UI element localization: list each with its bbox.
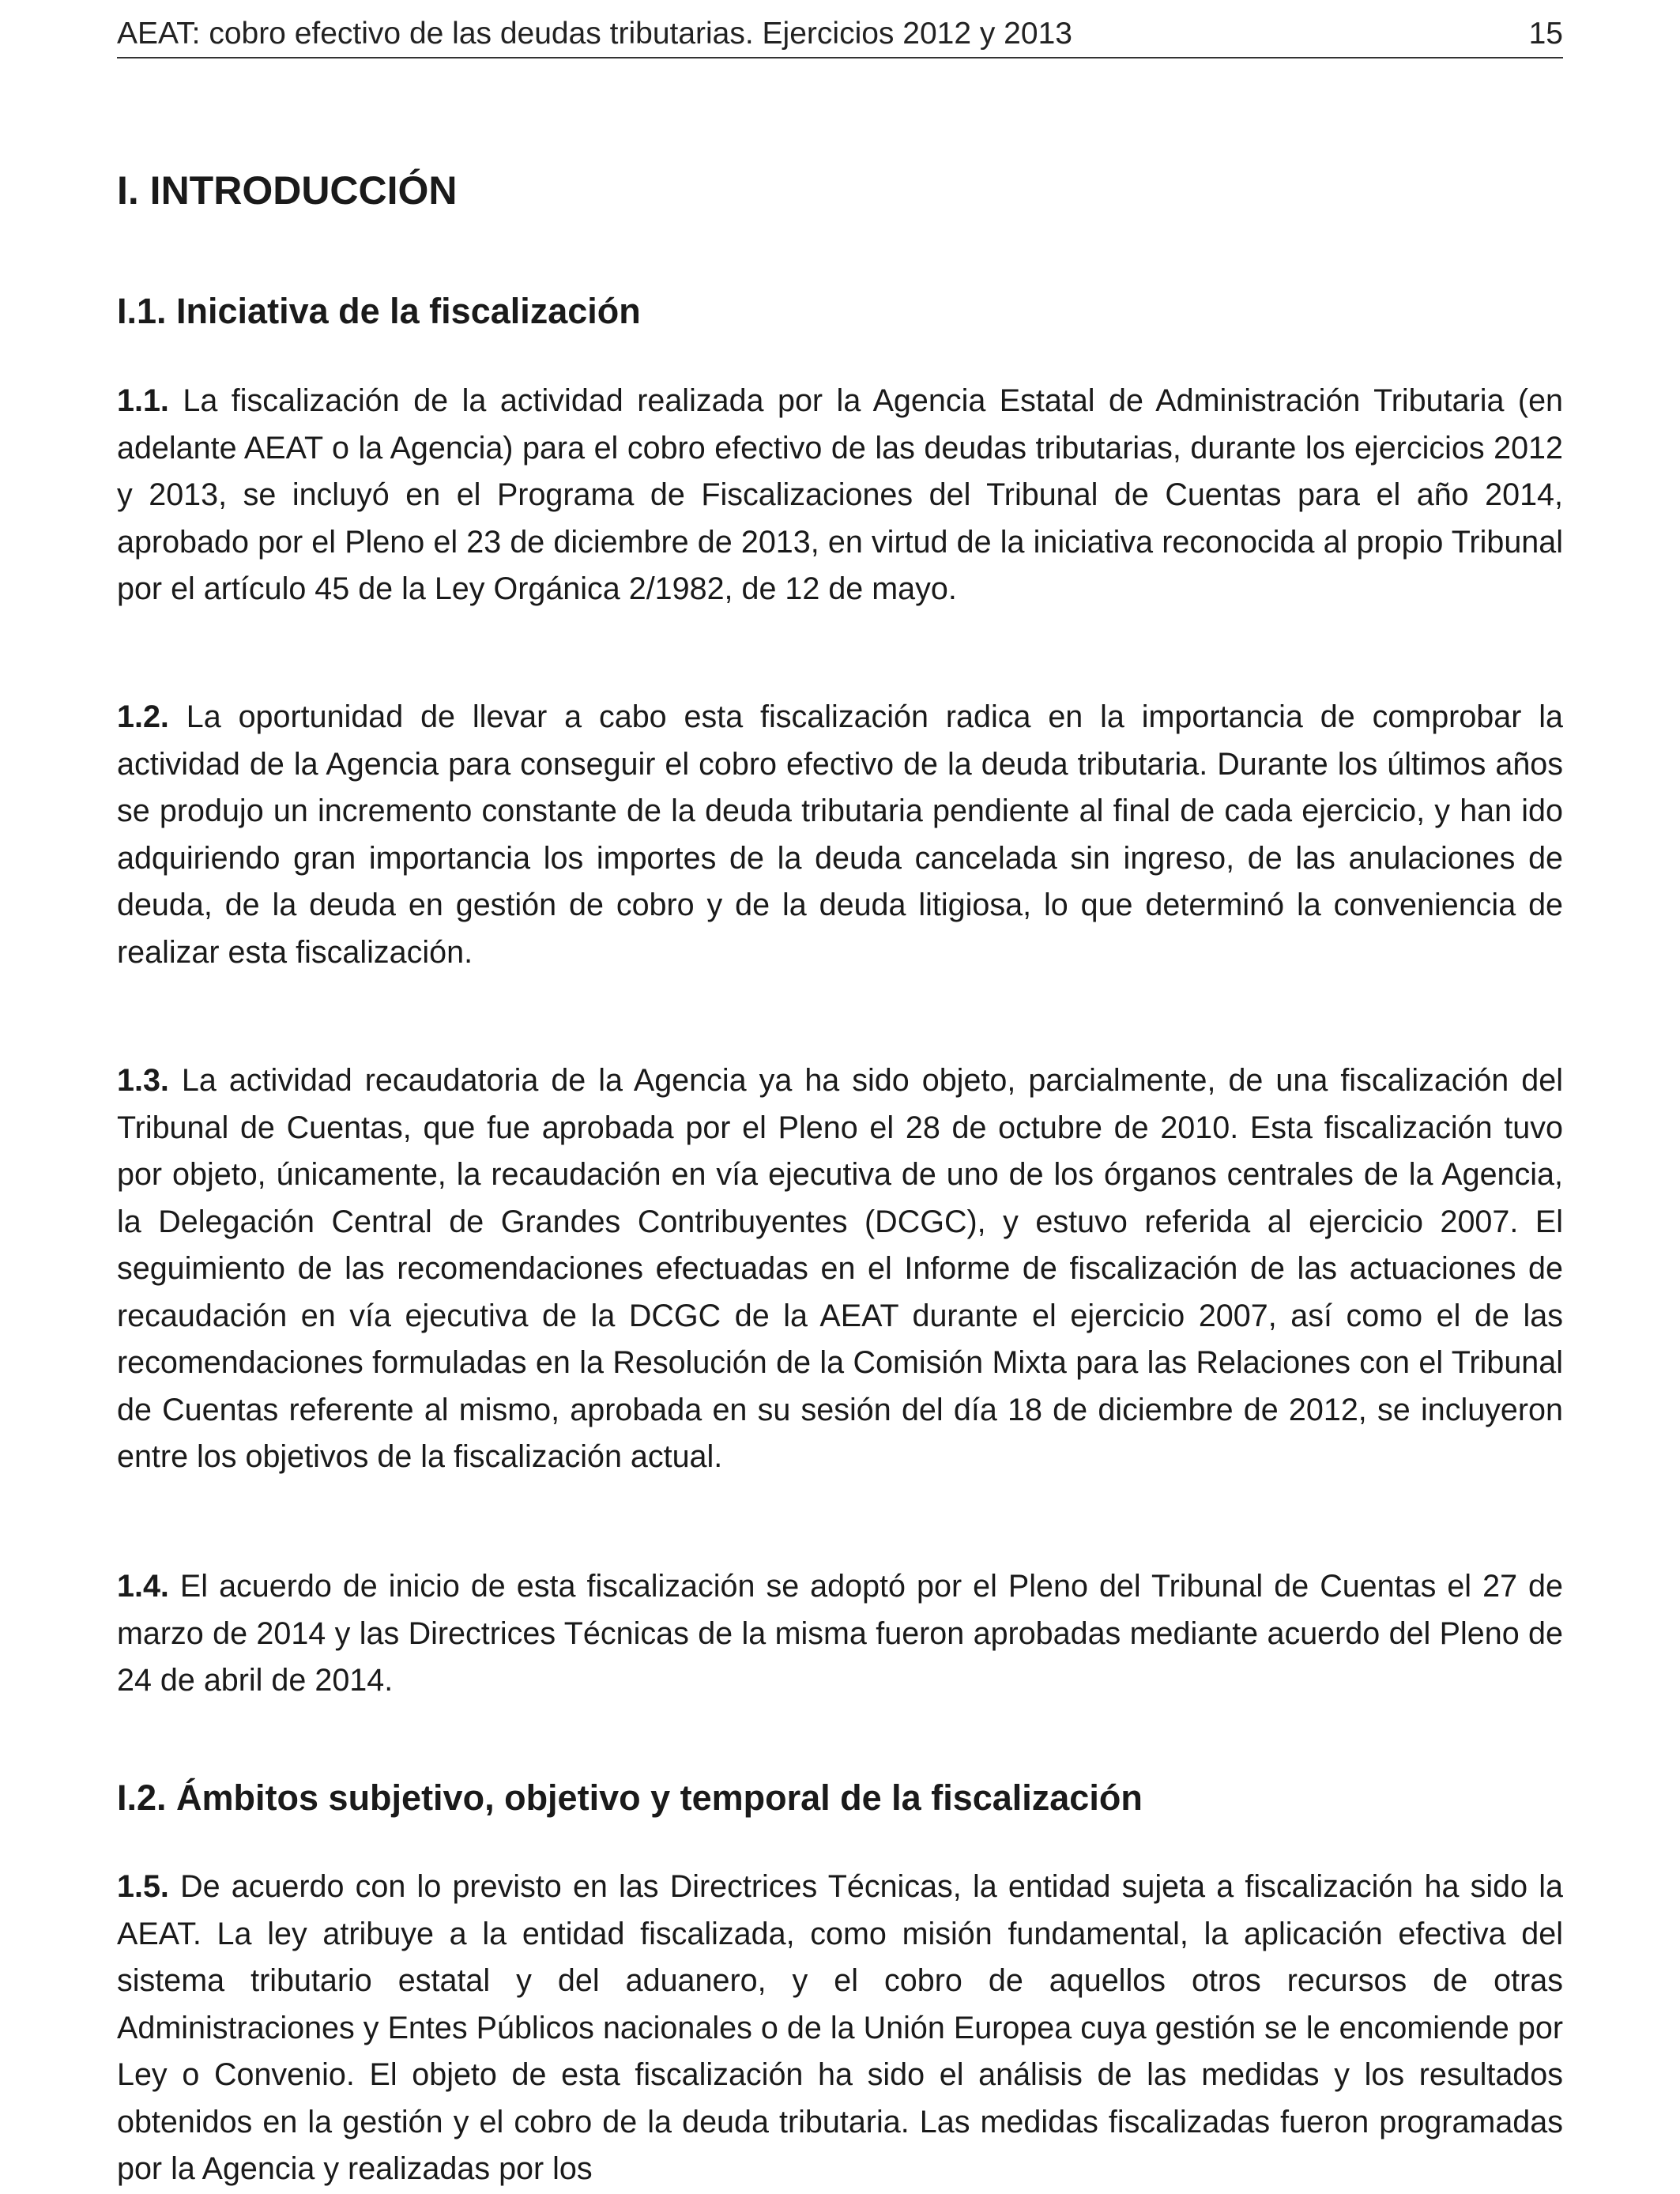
- paragraph-1-5: [117, 1864, 1563, 2193]
- paragraph-text: La actividad recaudatoria de la Agencia ya ha sido objeto, parcialmente, de una fiscalización del Tribunal de Cuentas, que fue aprobada por el Pleno el 28 de octubre de 2010. Esta fiscalización tuvo por objeto, únicamente, la recaudación en vía ejecutiva de uno de los órganos centrales de la Agencia, la Delegación Central de Grandes Contribuyentes (DCGC), y estuvo referida al ejercicio 2007. El seguimiento de las recomendaciones efectuadas en el Informe de fiscalización de las actuaciones de recaudación en vía ejecutiva de la DCGC de la AEAT durante el ejercicio 2007, así como el de las recomendaciones formuladas en la Resolución de la Comisión Mixta para las Relaciones con el Tribunal de Cuentas referente al mismo, aprobada en su sesión del día 18 de diciembre de 2012, se incluyeron entre los objetivos de la fiscalización actual.: [117, 1063, 1563, 1474]
- section-title: I. INTRODUCCIÓN: [117, 168, 458, 213]
- paragraph-1-1: [117, 378, 1563, 613]
- paragraph-text: De acuerdo con lo previsto en las Directrices Técnicas, la entidad sujeta a fiscalización ha sido la AEAT. La ley atribuye a la entidad fiscalizada, como misión fundamental, la aplicación efectiva del sistema tributario estatal y del aduanero, y el cobro de aquellos otros recursos de otras Administraciones y Entes Públicos nacionales o de la Unión Europea cuya gestión se le encomiende por Ley o Convenio. El objeto de esta fiscalización ha sido el análisis de las medidas y los resultados obtenidos en la gestión y el cobro de la deuda tributaria. Las medidas fiscalizadas fueron programadas por la Agencia y realizadas por los: [117, 1869, 1563, 2186]
- subsection-title-initiative: I.1. Iniciativa de la fiscalización: [117, 291, 641, 331]
- paragraph-1-4: [117, 1563, 1563, 1705]
- paragraph-number: 1.2.: [117, 699, 169, 734]
- paragraph-number: 1.5.: [117, 1869, 169, 1904]
- header-title: AEAT: cobro efectivo de las deudas tributarias. Ejercicios 2012 y 2013: [117, 17, 1072, 51]
- running-header: [117, 11, 1563, 58]
- paragraph-text: La oportunidad de llevar a cabo esta fiscalización radica en la importancia de comprobar la actividad de la Agencia para conseguir el cobro efectivo de la deuda tributaria. Durante los últimos años se produjo un incremento constante de la deuda tributaria pendiente al final de cada ejercicio, y han ido adquiriendo gran importancia los importes de la deuda cancelada sin ingreso, de las anulaciones de deuda, de la deuda en gestión de cobro y de la deuda litigiosa, lo que determinó la conveniencia de realizar esta fiscalización.: [117, 699, 1563, 970]
- paragraph-1-2: [117, 694, 1563, 976]
- paragraph-1-3: [117, 1057, 1563, 1481]
- paragraph-text: La fiscalización de la actividad realizada por la Agencia Estatal de Administración Tributaria (en adelante AEAT o la Agencia) para el cobro efectivo de las deudas tributarias, durante los ejercicios 2012 y 2013, se incluyó en el Programa de Fiscalizaciones del Tribunal de Cuentas para el año 2014, aprobado por el Pleno el 23 de diciembre de 2013, en virtud de la iniciativa reconocida al propio Tribunal por el artículo 45 de la Ley Orgánica 2/1982, de 12 de mayo.: [117, 383, 1563, 606]
- page-number: 15: [1528, 17, 1563, 51]
- paragraph-number: 1.4.: [117, 1569, 169, 1604]
- paragraph-number: 1.3.: [117, 1063, 169, 1098]
- paragraph-number: 1.1.: [117, 383, 169, 418]
- subsection-title-scope: I.2. Ámbitos subjetivo, objetivo y temporal de la fiscalización: [117, 1777, 1143, 1818]
- paragraph-text: El acuerdo de inicio de esta fiscalización se adoptó por el Pleno del Tribunal de Cuentas el 27 de marzo de 2014 y las Directrices Técnicas de la misma fueron aprobadas mediante acuerdo del Pleno de 24 de abril de 2014.: [117, 1569, 1563, 1698]
